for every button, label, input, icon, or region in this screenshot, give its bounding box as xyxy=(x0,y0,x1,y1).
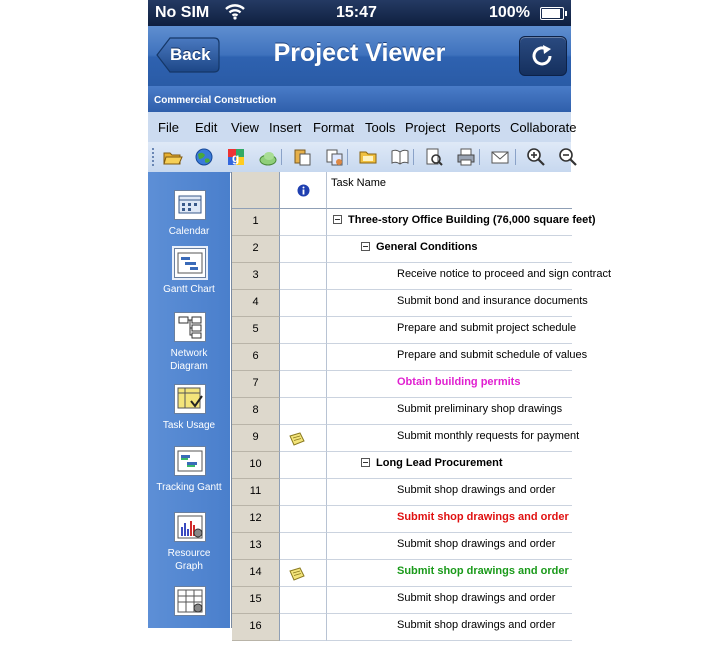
task-name: Receive notice to proceed and sign contract xyxy=(397,268,612,280)
task-name: Submit shop drawings and order xyxy=(397,538,556,550)
task-name-cell[interactable] xyxy=(327,236,572,263)
calendar-icon xyxy=(174,190,206,220)
battery-icon xyxy=(540,7,564,20)
row-number[interactable]: 10 xyxy=(232,452,280,479)
table-row[interactable] xyxy=(232,317,577,344)
collapse-toggle-icon[interactable] xyxy=(333,215,342,224)
task-name: Submit shop drawings and order xyxy=(397,511,569,523)
view-gantt-chart[interactable] xyxy=(148,248,230,308)
table-row[interactable] xyxy=(232,614,572,641)
task-name: Submit shop drawings and order xyxy=(397,565,569,577)
table-row[interactable] xyxy=(232,425,580,452)
row-number[interactable]: 6 xyxy=(232,344,280,371)
indicator-cell xyxy=(280,614,327,641)
menu-item-view[interactable]: View xyxy=(231,120,259,135)
task-name-cell[interactable] xyxy=(327,371,572,398)
row-number-header xyxy=(232,172,280,209)
task-name-cell[interactable] xyxy=(327,317,577,344)
task-name-cell[interactable] xyxy=(327,290,588,317)
open-icon[interactable] xyxy=(162,147,182,167)
row-number[interactable]: 12 xyxy=(232,506,280,533)
menu-item-format[interactable]: Format xyxy=(313,120,355,135)
page-title: Project Viewer xyxy=(273,39,446,67)
indicator-cell xyxy=(280,263,327,290)
copy-icon[interactable] xyxy=(324,147,344,167)
task-name: Submit shop drawings and order xyxy=(397,619,556,631)
task-name-cell[interactable] xyxy=(327,479,572,506)
task-name: Prepare and submit schedule of values xyxy=(397,349,588,361)
row-number[interactable]: 5 xyxy=(232,317,280,344)
row-number[interactable]: 13 xyxy=(232,533,280,560)
task-name-cell[interactable] xyxy=(327,398,572,425)
cloud-icon[interactable] xyxy=(258,147,278,167)
row-number[interactable]: 14 xyxy=(232,560,280,587)
carrier-label: No SIM xyxy=(155,4,210,21)
indicator-cell xyxy=(280,587,327,614)
task-name-cell[interactable] xyxy=(327,425,580,452)
view-tracking-gantt[interactable] xyxy=(148,446,230,506)
view-label: Gantt Chart xyxy=(163,284,215,295)
view-bar xyxy=(148,172,230,628)
table-row[interactable] xyxy=(232,371,572,398)
refresh-button[interactable] xyxy=(519,36,567,76)
task-name-cell[interactable] xyxy=(327,506,572,533)
tracking-gantt-icon xyxy=(174,446,206,476)
indicator-cell xyxy=(280,560,327,587)
view-label: Task Usage xyxy=(162,420,216,431)
collapse-toggle-icon[interactable] xyxy=(361,242,370,251)
task-name: Submit preliminary shop drawings xyxy=(397,403,563,415)
status-bar xyxy=(148,0,571,26)
table-row[interactable] xyxy=(232,587,572,614)
info-icon xyxy=(297,184,310,197)
task-name-cell[interactable] xyxy=(327,614,572,641)
svg-text:g: g xyxy=(232,151,240,165)
back-button-label: Back xyxy=(170,45,211,64)
indicator-cell xyxy=(280,479,327,506)
table-row[interactable] xyxy=(232,344,588,371)
row-number[interactable]: 9 xyxy=(232,425,280,452)
menu-item-tools[interactable]: Tools xyxy=(365,120,396,135)
menu-item-file[interactable]: File xyxy=(158,120,179,135)
task-name-cell[interactable] xyxy=(327,533,572,560)
task-name-header[interactable] xyxy=(327,172,572,209)
view-more[interactable] xyxy=(148,586,230,646)
book-icon[interactable] xyxy=(390,147,410,167)
mail-icon[interactable] xyxy=(490,147,510,167)
toolbar-separator xyxy=(347,149,348,165)
toolbar-separator xyxy=(515,149,516,165)
indicator-cell xyxy=(280,209,327,236)
task-name-cell[interactable] xyxy=(327,209,596,236)
indicator-cell xyxy=(280,506,327,533)
window-title: Commercial Construction xyxy=(154,95,277,106)
phone-screen xyxy=(148,0,612,632)
google-icon[interactable] xyxy=(226,147,246,167)
grid-header xyxy=(232,172,572,209)
menu-item-project[interactable]: Project xyxy=(405,120,446,135)
navigation-bar xyxy=(148,26,571,86)
row-number[interactable]: 3 xyxy=(232,263,280,290)
toolbar-separator xyxy=(281,149,282,165)
battery-percent: 100% xyxy=(489,4,530,21)
view-task-usage[interactable] xyxy=(148,384,230,444)
task-name-cell[interactable] xyxy=(327,452,572,479)
menu-item-collaborate[interactable]: Collaborate xyxy=(510,120,577,135)
toolbar xyxy=(148,142,571,173)
task-usage-icon xyxy=(174,384,206,414)
gantt-chart-icon xyxy=(174,248,206,278)
menu-item-edit[interactable]: Edit xyxy=(195,120,218,135)
indicator-cell xyxy=(280,425,327,452)
task-name: Obtain building permits xyxy=(397,376,521,388)
menu-item-insert[interactable]: Insert xyxy=(269,120,302,135)
indicator-cell xyxy=(280,371,327,398)
indicator-cell xyxy=(280,236,327,263)
table-row[interactable] xyxy=(232,236,572,263)
table-row[interactable] xyxy=(232,209,596,236)
menu-bar xyxy=(148,112,577,142)
window-title-bar xyxy=(148,86,571,112)
toolbar-grip xyxy=(152,148,156,166)
menu-item-reports[interactable]: Reports xyxy=(455,120,501,135)
task-name: Three-story Office Building (76,000 square feet) xyxy=(348,214,596,226)
toolbar-separator xyxy=(479,149,480,165)
row-number[interactable]: 8 xyxy=(232,398,280,425)
task-name-cell[interactable] xyxy=(327,263,612,290)
toolbar-separator xyxy=(413,149,414,165)
note-icon[interactable] xyxy=(288,567,306,581)
folder-icon[interactable] xyxy=(358,147,378,167)
wifi-icon xyxy=(224,2,246,25)
row-number[interactable]: 4 xyxy=(232,290,280,317)
row-number[interactable]: 2 xyxy=(232,236,280,263)
task-name: General Conditions xyxy=(376,241,478,253)
row-number[interactable]: 15 xyxy=(232,587,280,614)
task-name: Submit shop drawings and order xyxy=(397,592,556,604)
paste-icon[interactable] xyxy=(292,147,312,167)
table-row[interactable] xyxy=(232,479,572,506)
task-grid xyxy=(231,172,612,632)
task-name-cell[interactable] xyxy=(327,560,572,587)
task-name: Submit shop drawings and order xyxy=(397,484,556,496)
row-number[interactable]: 1 xyxy=(232,209,280,236)
row-number[interactable]: 11 xyxy=(232,479,280,506)
task-name: Long Lead Procurement xyxy=(376,457,503,469)
view-label: Resource Graph xyxy=(167,548,211,572)
row-number[interactable]: 16 xyxy=(232,614,280,641)
table-row[interactable] xyxy=(232,452,572,479)
indicator-cell xyxy=(280,344,327,371)
network-diagram-icon xyxy=(174,312,206,342)
table-row[interactable] xyxy=(232,290,588,317)
refresh-icon xyxy=(531,45,555,67)
task-name-cell[interactable] xyxy=(327,344,588,371)
task-name: Submit monthly requests for payment xyxy=(397,430,580,442)
zoom-out-icon[interactable] xyxy=(558,147,578,167)
collapse-toggle-icon[interactable] xyxy=(361,458,370,467)
view-resource-graph[interactable] xyxy=(148,512,230,572)
table-row[interactable] xyxy=(232,506,572,533)
task-name: Prepare and submit project schedule xyxy=(397,322,577,334)
indicator-header xyxy=(280,172,327,209)
row-number[interactable]: 7 xyxy=(232,371,280,398)
view-label: Calendar xyxy=(168,226,210,237)
clock: 15:47 xyxy=(336,4,377,21)
table-row[interactable] xyxy=(232,263,612,290)
table-row[interactable] xyxy=(232,533,572,560)
task-name-header-label: Task Name xyxy=(331,177,387,189)
view-calendar[interactable] xyxy=(148,190,230,250)
task-name: Submit bond and insurance documents xyxy=(397,295,588,307)
view-label: Tracking Gantt xyxy=(156,482,222,493)
note-icon[interactable] xyxy=(288,432,306,446)
indicator-cell xyxy=(280,317,327,344)
print-icon[interactable] xyxy=(456,147,476,167)
indicator-cell xyxy=(280,398,327,425)
indicator-cell xyxy=(280,533,327,560)
resource-graph-icon xyxy=(174,512,206,542)
more-icon xyxy=(174,586,206,616)
zoom-in-icon[interactable] xyxy=(526,147,546,167)
indicator-cell xyxy=(280,290,327,317)
globe-icon[interactable] xyxy=(194,147,214,167)
view-label: Network Diagram xyxy=(170,348,208,372)
task-name-cell[interactable] xyxy=(327,587,572,614)
view-network-diagram[interactable] xyxy=(148,312,230,372)
table-row[interactable] xyxy=(232,398,572,425)
print-preview-icon[interactable] xyxy=(424,147,444,167)
table-row[interactable] xyxy=(232,560,572,587)
indicator-cell xyxy=(280,452,327,479)
